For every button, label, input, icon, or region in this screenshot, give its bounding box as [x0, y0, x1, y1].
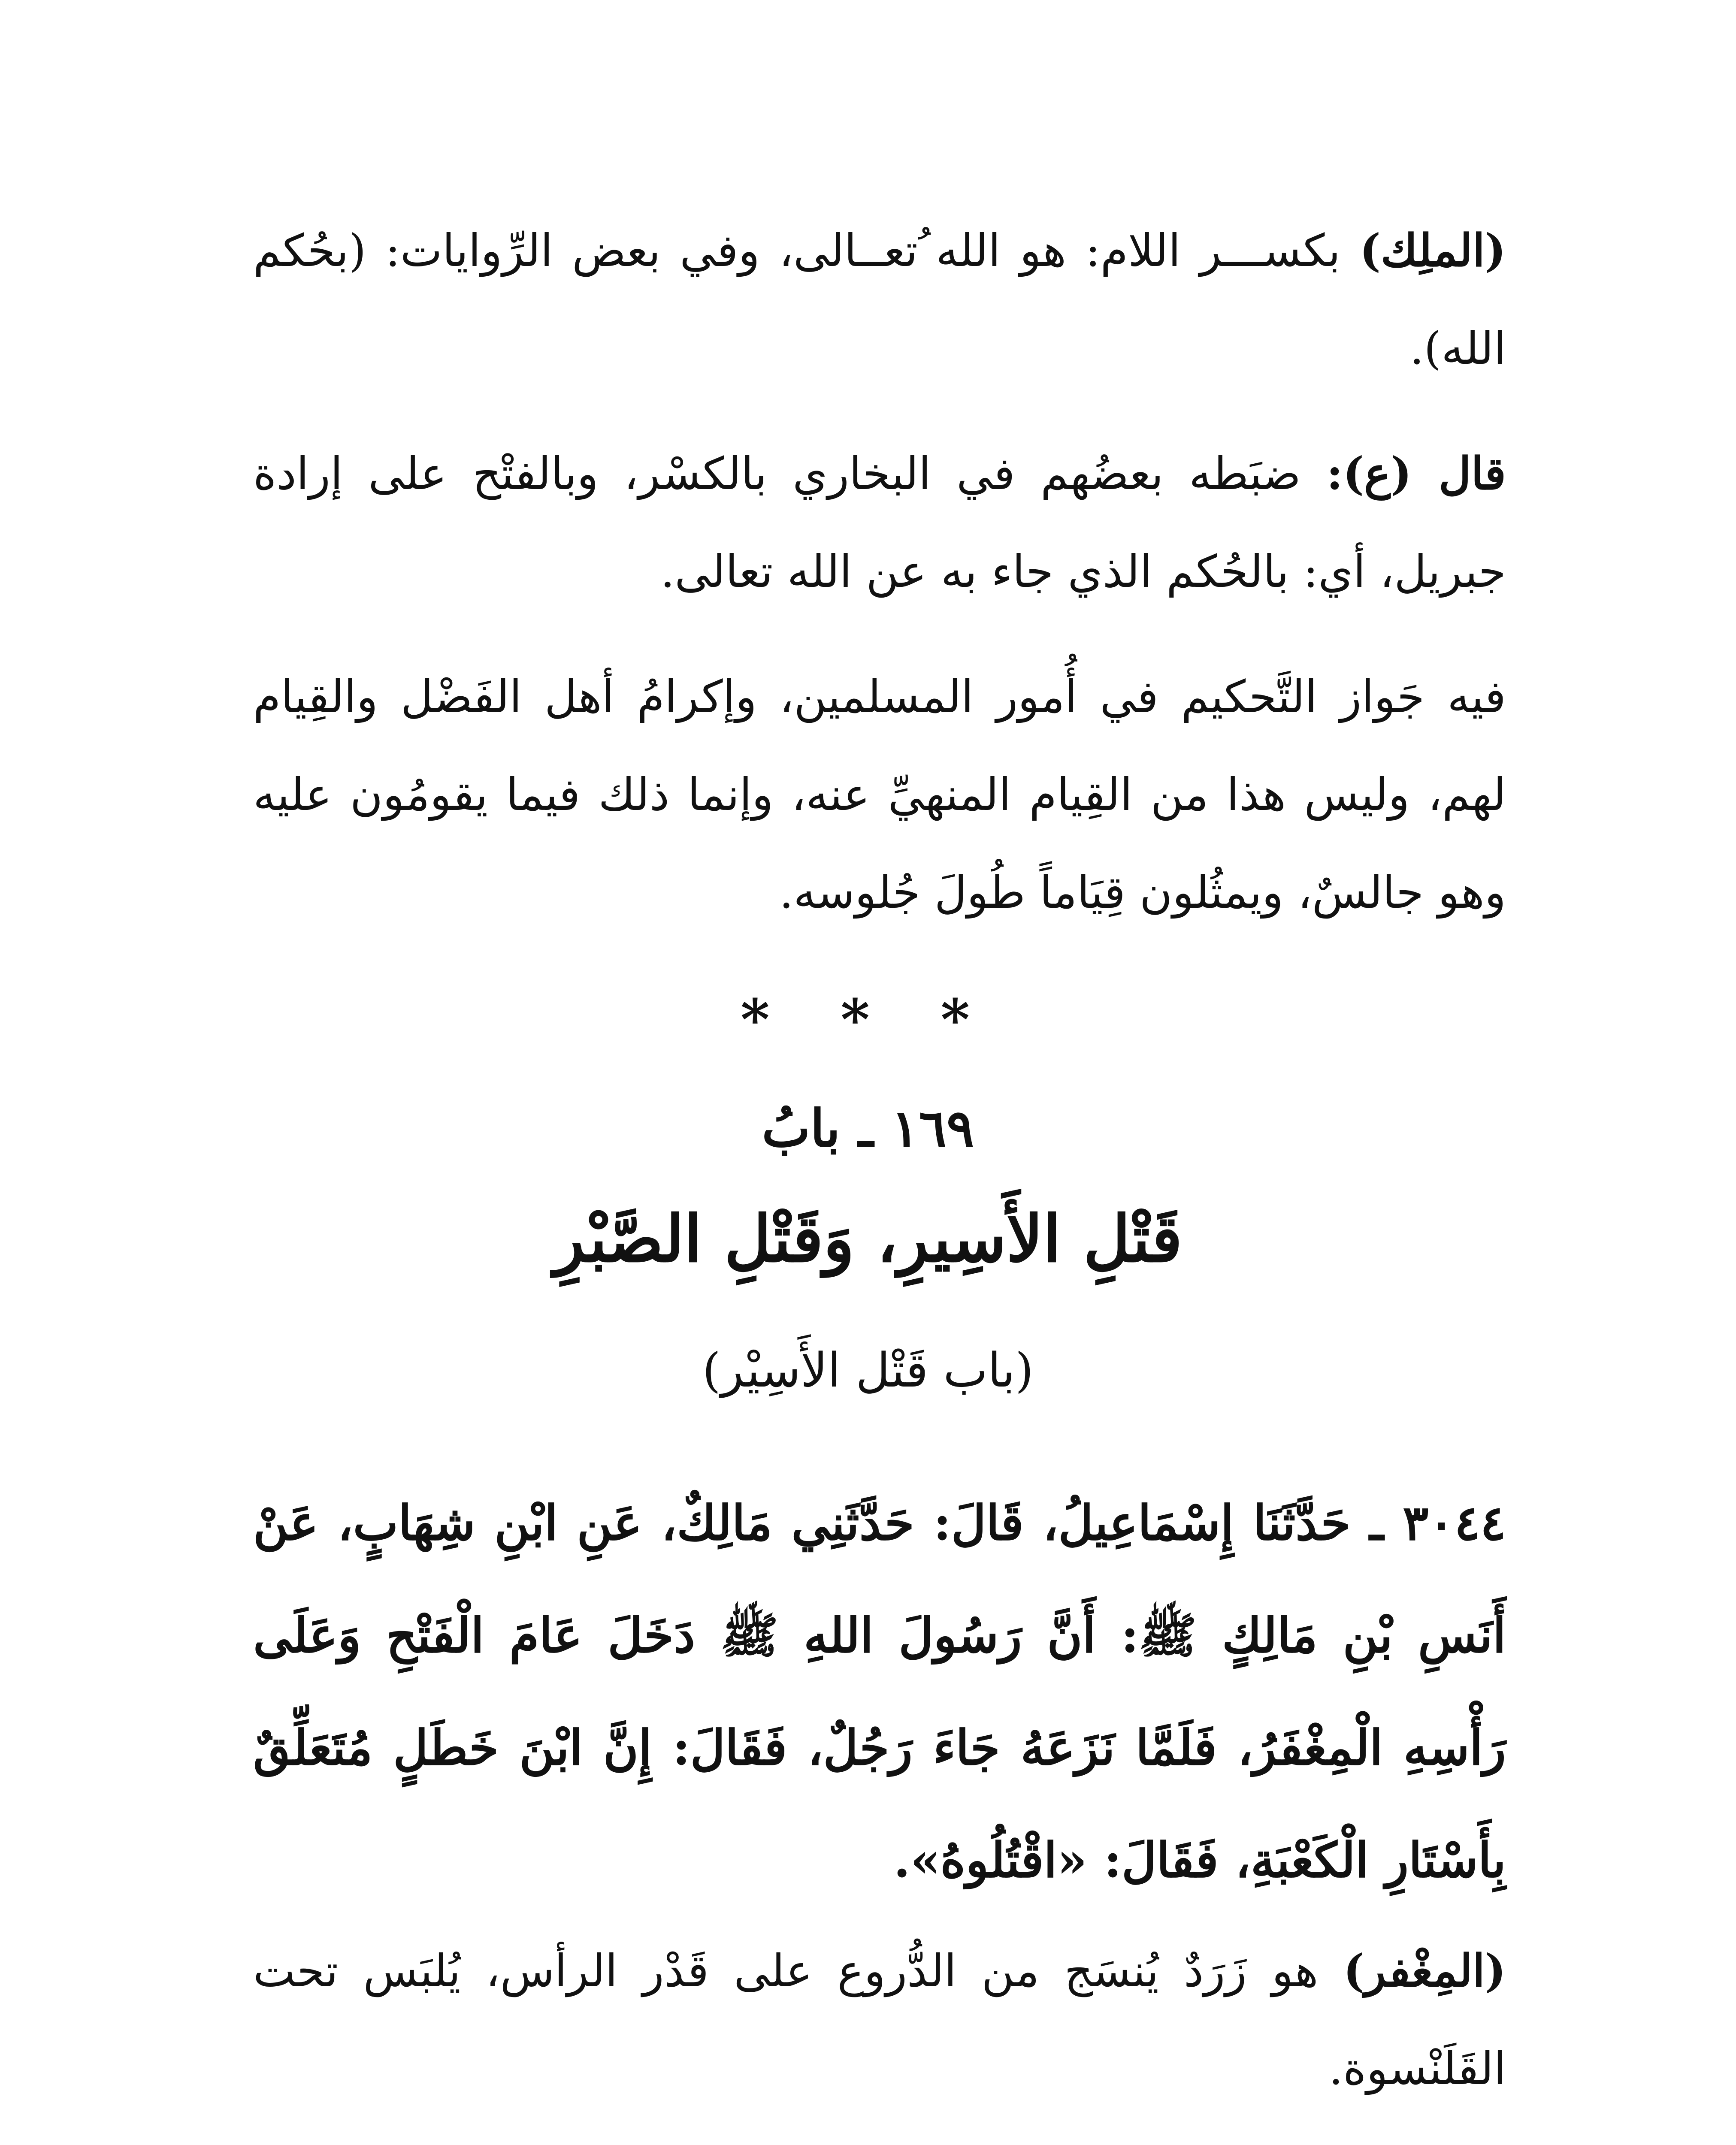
section-separator: * * * — [740, 987, 996, 1052]
intro-paragraph-2 — [253, 425, 1506, 620]
intro-paragraph-1-text: بكســـر اللام: هو الله ُتعــالى، وفي بعض الرِّوايات: (بحُكم الله). — [253, 224, 1506, 375]
intro-paragraph-3-text: فيه جَواز التَّحكيم في أُمور المسلمين، وإكرامُ أهل الفَضْل والقِيام لهم، وليس هذا من القِيام المنهيِّ عنه، وإنما ذلك فيما يقومُون عليه وهو جالسٌ، ويمثُلون قِيَاماً طُولَ جُلوسه. — [253, 671, 1506, 918]
intro-paragraph-2-text: ضبَطه بعضُهم في البخاري بالكسْر، وبالفتْح على إرادة جبريل، أي: بالحُكم الذي جاء به عن الله تعالى. — [253, 447, 1506, 598]
intro-paragraph-1 — [253, 202, 1506, 397]
hadith-text: ٣٠٤٤ ـ حَدَّثَنَا إِسْمَاعِيلُ، قَالَ: حَدَّثَنِي مَالِكٌ، عَنِ ابْنِ شِهَابٍ، عَنْ أَنَسِ بْنِ مَالِكٍ ﷺ: أَنَّ رَسُولَ اللهِ ﷺ دَخَلَ عَامَ الْفَتْحِ وَعَلَى رَأْسِهِ الْمِغْفَرُ، فَلَمَّا نَزَعَهُ جَاءَ رَجُلٌ، فَقَالَ: إِنَّ ابْنَ خَطَلٍ مُتَعَلِّقٌ بِأَسْتَارِ الْكَعْبَةِ، فَقَالَ: «اقْتُلُوهُ». — [253, 1495, 1506, 1888]
chapter-title: قَتْلِ الأَسِيرِ، وَقَتْلِ الصَّبْرِ — [553, 1201, 1183, 1277]
term-al-mighfar: (المِغْفر) — [1343, 1944, 1506, 1997]
chapter-number: ١٦٩ ـ بابُ — [762, 1098, 974, 1159]
intro-paragraph-3 — [253, 648, 1506, 941]
term-al-malik: (الملِك) — [1359, 224, 1506, 277]
commentary-paragraph-2 — [253, 2143, 1506, 2145]
commentary-paragraph-1 — [253, 1922, 1506, 2118]
commentary-paragraph-1-text: هو زَرَدٌ يُنسَج من الدُّروع على قَدْر الرأس، يُلبَس تحت القَلَنْسوة. — [253, 1945, 1506, 2095]
qala-ayn-lead: قال (ع): — [1326, 447, 1506, 500]
chapter-subtitle: (باب قَتْل الأَسِيْر) — [702, 1343, 1034, 1398]
